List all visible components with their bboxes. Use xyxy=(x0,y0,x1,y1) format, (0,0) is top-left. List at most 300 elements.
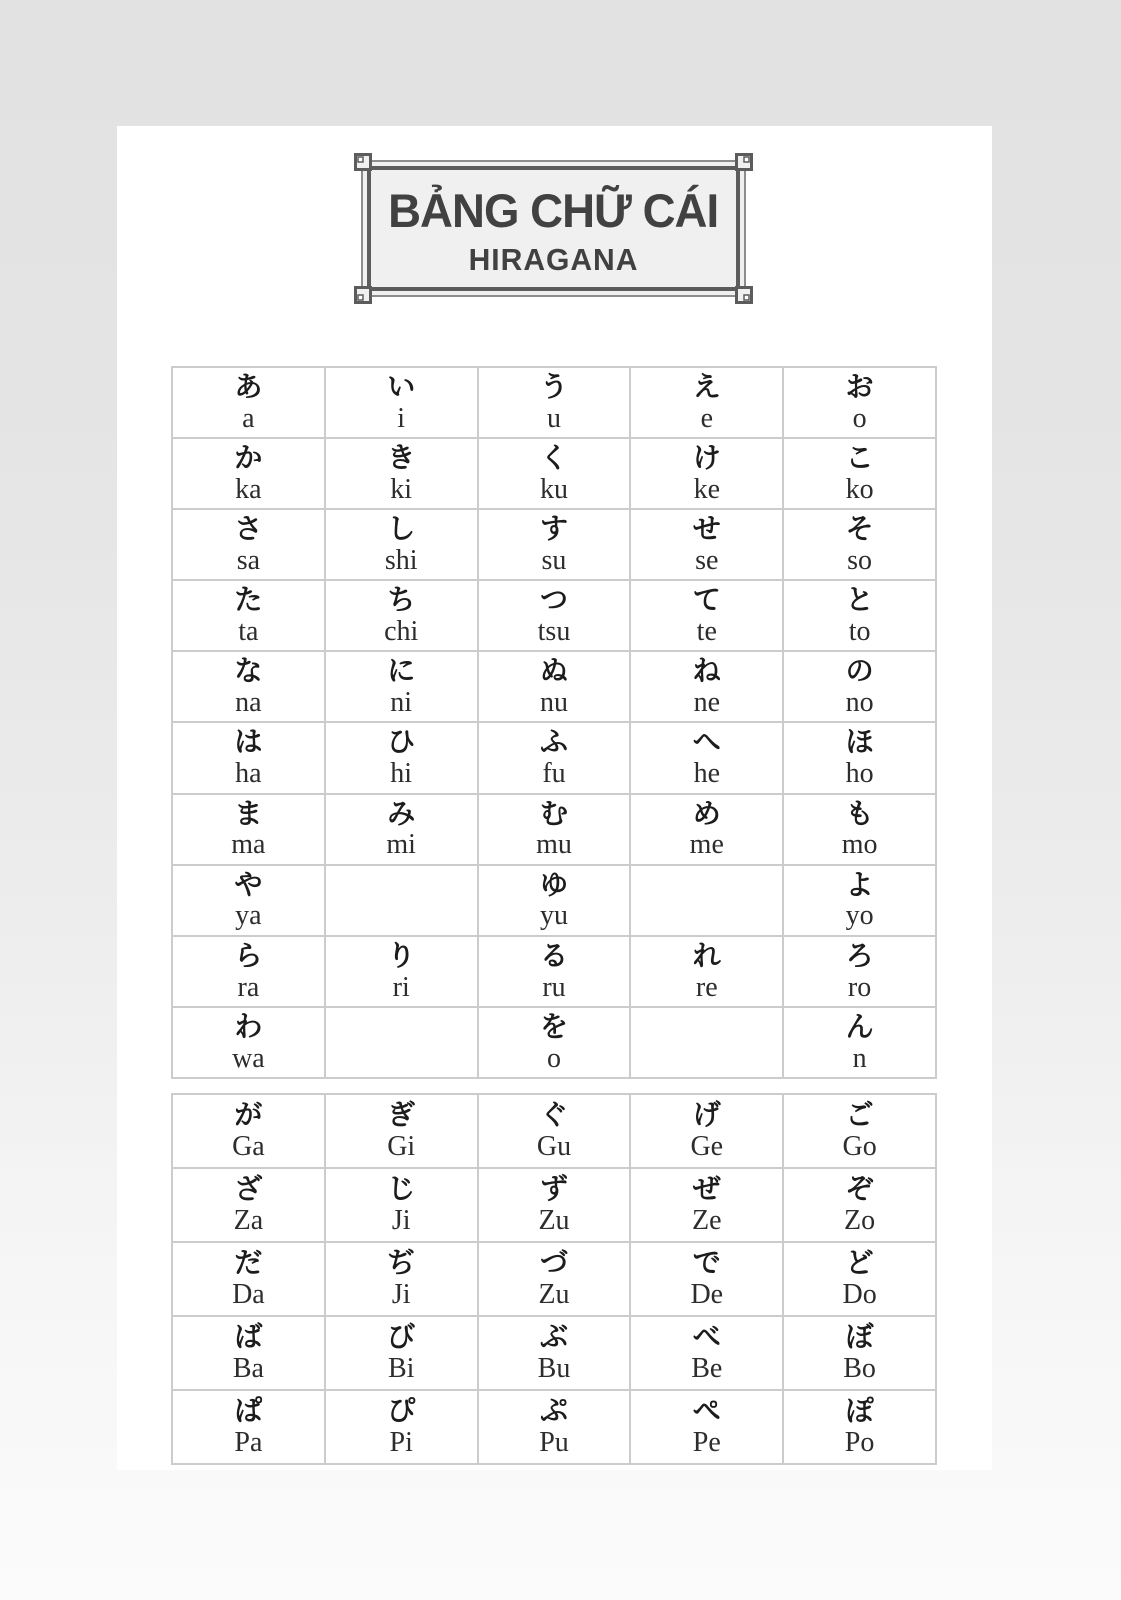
kana-cell xyxy=(172,865,325,936)
cell-content xyxy=(479,1009,630,1074)
romaji-label: i xyxy=(397,402,406,434)
kana-character: け xyxy=(692,441,721,475)
romaji-label: fu xyxy=(542,758,566,790)
kana-character: ぞ xyxy=(845,1172,874,1206)
cell-content xyxy=(784,1322,935,1383)
kana-cell xyxy=(630,936,783,1007)
kana-cell xyxy=(478,367,631,438)
kana-character: ぶ xyxy=(539,1320,568,1354)
kana-character: じ xyxy=(387,1172,416,1206)
kana-cell xyxy=(478,1094,631,1168)
kana-character: ち xyxy=(387,583,416,617)
romaji-label: u xyxy=(546,402,561,434)
kana-character: ぐ xyxy=(539,1098,568,1132)
romaji-label: Go xyxy=(842,1131,877,1163)
kana-character: た xyxy=(234,583,263,617)
kana-character: ぼ xyxy=(845,1320,874,1354)
table-row xyxy=(172,1316,936,1390)
kana-character: ど xyxy=(845,1246,874,1280)
kana-character: む xyxy=(539,796,568,830)
romaji-label: mu xyxy=(536,829,572,861)
kana-character: ら xyxy=(234,938,263,972)
romaji-label: chi xyxy=(384,616,419,648)
romaji-label: nu xyxy=(539,687,568,719)
romaji-label: yo xyxy=(845,900,874,932)
romaji-label: so xyxy=(847,544,873,576)
cell-content xyxy=(173,1174,324,1235)
romaji-label: ta xyxy=(238,616,259,648)
kana-character: で xyxy=(692,1246,721,1280)
kana-cell xyxy=(478,438,631,509)
cell-content xyxy=(784,514,935,575)
kana-cell xyxy=(478,651,631,722)
kana-cell xyxy=(630,367,783,438)
kana-character: の xyxy=(845,654,874,688)
kana-cell xyxy=(172,1242,325,1316)
romaji-label: Pa xyxy=(234,1427,263,1459)
kana-cell xyxy=(325,722,478,793)
romaji-label: yu xyxy=(539,900,568,932)
kana-character: あ xyxy=(234,369,263,403)
kana-cell xyxy=(630,438,783,509)
romaji-label: Zu xyxy=(538,1279,570,1311)
empty-cell xyxy=(630,865,783,936)
romaji-label: ho xyxy=(845,758,874,790)
kana-cell xyxy=(172,722,325,793)
empty-cell xyxy=(630,1007,783,1078)
romaji-label: se xyxy=(695,544,719,576)
romaji-label: ra xyxy=(237,971,260,1003)
kana-cell xyxy=(630,651,783,722)
kana-character: く xyxy=(539,441,568,475)
romaji-label: hi xyxy=(390,758,413,790)
kana-cell xyxy=(783,865,936,936)
cell-content xyxy=(784,1100,935,1161)
romaji-label: Zu xyxy=(538,1205,570,1237)
cell-content xyxy=(479,1174,630,1235)
kana-cell xyxy=(172,1390,325,1464)
romaji-label: Ji xyxy=(391,1205,411,1237)
cell-content xyxy=(479,1100,630,1161)
kana-character: ろ xyxy=(845,938,874,972)
cell-content xyxy=(479,585,630,646)
kana-cell xyxy=(783,1094,936,1168)
kana-character: ご xyxy=(845,1098,874,1132)
kana-cell xyxy=(172,580,325,651)
cell-content xyxy=(326,514,477,575)
kana-cell xyxy=(172,367,325,438)
kana-cell xyxy=(325,438,478,509)
cell-content xyxy=(173,514,324,575)
kana-cell xyxy=(325,580,478,651)
cell-content xyxy=(326,938,477,1003)
table-row xyxy=(172,1242,936,1316)
cell-content xyxy=(479,727,630,788)
kana-cell xyxy=(783,509,936,580)
kana-cell xyxy=(783,722,936,793)
kana-cell xyxy=(630,794,783,865)
romaji-label: n xyxy=(852,1042,867,1074)
basic-hiragana-table xyxy=(171,366,937,1079)
cell-content xyxy=(479,514,630,575)
kana-cell xyxy=(783,1007,936,1078)
cell-content xyxy=(173,796,324,861)
kana-character: え xyxy=(692,369,721,403)
kana-character: が xyxy=(234,1098,263,1132)
romaji-label: me xyxy=(689,829,724,861)
romaji-label: e xyxy=(700,402,713,434)
romaji-label: Zo xyxy=(844,1205,876,1237)
kana-character: ぷ xyxy=(539,1394,568,1428)
kana-character: よ xyxy=(845,867,874,901)
cell-content xyxy=(631,514,782,575)
table-row xyxy=(172,1094,936,1168)
cell-content xyxy=(631,727,782,788)
page-subtitle: HIRAGANA xyxy=(468,241,639,277)
kana-cell xyxy=(478,580,631,651)
cell-content xyxy=(326,1100,477,1161)
kana-cell xyxy=(630,580,783,651)
romaji-label: ha xyxy=(235,758,262,790)
kana-cell xyxy=(325,1168,478,1242)
kana-character: る xyxy=(539,938,568,972)
romaji-label: Bu xyxy=(537,1353,571,1385)
cell-content xyxy=(784,867,935,932)
cell-content xyxy=(173,1009,324,1074)
romaji-label: ru xyxy=(542,971,566,1003)
table-row xyxy=(172,1168,936,1242)
cell-content xyxy=(173,369,324,434)
romaji-label: ku xyxy=(539,473,568,505)
cell-content xyxy=(173,1248,324,1309)
cell-content xyxy=(784,727,935,788)
cell-content xyxy=(326,796,477,861)
cell-content xyxy=(631,938,782,1003)
kana-character: せ xyxy=(692,512,721,546)
kana-cell xyxy=(325,509,478,580)
cell-content xyxy=(784,1396,935,1457)
cell-content xyxy=(173,1100,324,1161)
cell-content xyxy=(326,1174,477,1235)
kana-character: さ xyxy=(234,512,263,546)
kana-cell xyxy=(630,1094,783,1168)
cell-content xyxy=(173,656,324,717)
cell-content xyxy=(631,1322,782,1383)
table-row xyxy=(172,367,936,438)
title-frame xyxy=(354,153,753,304)
kana-character: ぜ xyxy=(692,1172,721,1206)
romaji-label: ni xyxy=(390,687,413,719)
kana-cell xyxy=(783,367,936,438)
kana-character: み xyxy=(387,796,416,830)
kana-cell xyxy=(478,794,631,865)
cell-content xyxy=(784,1174,935,1235)
kana-character: へ xyxy=(692,725,721,759)
cell-content xyxy=(479,938,630,1003)
kana-character: ふ xyxy=(539,725,568,759)
cell-content xyxy=(631,1100,782,1161)
cell-content xyxy=(173,585,324,646)
romaji-label: Bo xyxy=(843,1353,876,1385)
cell-content xyxy=(784,1248,935,1309)
kana-cell xyxy=(783,936,936,1007)
kana-character: ば xyxy=(234,1320,263,1354)
cell-content xyxy=(326,585,477,646)
cell-content xyxy=(631,1396,782,1457)
cell-content xyxy=(631,585,782,646)
romaji-label: shi xyxy=(384,544,418,576)
romaji-label: Gu xyxy=(536,1131,572,1163)
kana-character: ゆ xyxy=(539,867,568,901)
romaji-label: Do xyxy=(842,1279,877,1311)
kana-cell xyxy=(478,865,631,936)
kana-character: め xyxy=(692,796,721,830)
romaji-label: ro xyxy=(847,971,872,1003)
kana-character: げ xyxy=(692,1098,721,1132)
kana-cell xyxy=(325,651,478,722)
kana-character: う xyxy=(539,369,568,403)
kana-cell xyxy=(325,1390,478,1464)
kana-character: に xyxy=(387,654,416,688)
romaji-label: he xyxy=(693,758,720,790)
kana-cell xyxy=(783,651,936,722)
kana-character: べ xyxy=(692,1320,721,1354)
kana-cell xyxy=(783,794,936,865)
romaji-label: ka xyxy=(235,473,262,505)
kana-character: は xyxy=(234,725,263,759)
kana-character: や xyxy=(234,867,263,901)
cell-content xyxy=(631,1248,782,1309)
cell-content xyxy=(326,1322,477,1383)
romaji-label: De xyxy=(690,1279,724,1311)
cell-content xyxy=(479,369,630,434)
kana-cell xyxy=(630,509,783,580)
kana-cell xyxy=(172,1094,325,1168)
kana-cell xyxy=(325,936,478,1007)
kana-cell xyxy=(783,438,936,509)
romaji-label: Bi xyxy=(387,1353,415,1385)
romaji-label: mo xyxy=(841,829,878,861)
kana-cell xyxy=(630,1168,783,1242)
kana-character: ん xyxy=(845,1009,874,1043)
kana-cell xyxy=(478,1242,631,1316)
table-row xyxy=(172,865,936,936)
cell-content xyxy=(631,656,782,717)
cell-content xyxy=(784,1009,935,1074)
kana-character: ね xyxy=(692,654,721,688)
kana-character: ほ xyxy=(845,725,874,759)
kana-cell xyxy=(172,438,325,509)
kana-cell xyxy=(630,1390,783,1464)
romaji-label: Ji xyxy=(391,1279,411,1311)
voiced-hiragana-table xyxy=(171,1093,937,1465)
table-row xyxy=(172,509,936,580)
kana-cell xyxy=(478,936,631,1007)
cell-content xyxy=(479,796,630,861)
romaji-label: mi xyxy=(386,829,416,861)
table-row xyxy=(172,1007,936,1078)
kana-character: お xyxy=(845,369,874,403)
kana-character: つ xyxy=(539,583,568,617)
cell-content xyxy=(326,727,477,788)
cell-content xyxy=(784,796,935,861)
cell-content xyxy=(173,867,324,932)
romaji-label: na xyxy=(235,687,262,719)
romaji-label: su xyxy=(541,544,567,576)
romaji-label: Ge xyxy=(690,1131,724,1163)
romaji-label: o xyxy=(546,1042,561,1074)
page-title: BẢNG CHỮ CÁI xyxy=(388,183,719,237)
kana-cell xyxy=(172,1168,325,1242)
kana-cell xyxy=(478,1007,631,1078)
kana-character: ぽ xyxy=(845,1394,874,1428)
romaji-label: tsu xyxy=(537,616,571,648)
cell-content xyxy=(326,443,477,504)
kana-character: き xyxy=(387,441,416,475)
kana-character: て xyxy=(692,583,721,617)
kana-character: づ xyxy=(539,1246,568,1280)
cell-content xyxy=(173,1322,324,1383)
kana-cell xyxy=(478,722,631,793)
cell-content xyxy=(784,585,935,646)
romaji-label: Ze xyxy=(692,1205,722,1237)
kana-cell xyxy=(325,1242,478,1316)
kana-character: び xyxy=(387,1320,416,1354)
kana-character: な xyxy=(234,654,263,688)
cell-content xyxy=(479,1322,630,1383)
kana-character: ぬ xyxy=(539,654,568,688)
table-row xyxy=(172,580,936,651)
kana-cell xyxy=(478,1168,631,1242)
romaji-label: Ga xyxy=(232,1131,265,1163)
cell-content xyxy=(326,369,477,434)
romaji-label: Be xyxy=(691,1353,723,1385)
kana-cell xyxy=(783,1168,936,1242)
kana-cell xyxy=(783,1316,936,1390)
romaji-label: a xyxy=(242,402,255,434)
kana-cell xyxy=(325,794,478,865)
romaji-label: Po xyxy=(844,1427,875,1459)
kana-character: ぺ xyxy=(692,1394,721,1428)
table-row xyxy=(172,1390,936,1464)
kana-cell xyxy=(325,367,478,438)
romaji-label: te xyxy=(696,616,717,648)
cell-content xyxy=(173,727,324,788)
kana-character: ひ xyxy=(387,725,416,759)
romaji-label: Za xyxy=(233,1205,264,1237)
cell-content xyxy=(326,1248,477,1309)
cell-content xyxy=(784,369,935,434)
kana-character: か xyxy=(234,441,263,475)
kana-character: ぱ xyxy=(234,1394,263,1428)
cell-content xyxy=(479,1396,630,1457)
kana-character: り xyxy=(387,938,416,972)
kana-character: ぢ xyxy=(387,1246,416,1280)
cell-content xyxy=(631,796,782,861)
table-row xyxy=(172,794,936,865)
kana-cell xyxy=(783,1242,936,1316)
romaji-label: Da xyxy=(232,1279,265,1311)
romaji-label: Ba xyxy=(232,1353,264,1385)
kana-character: ず xyxy=(539,1172,568,1206)
cell-content xyxy=(479,443,630,504)
chart-page xyxy=(117,126,992,1470)
romaji-label: sa xyxy=(236,544,261,576)
romaji-label: Pi xyxy=(389,1427,413,1459)
kana-cell xyxy=(325,1316,478,1390)
kana-character: わ xyxy=(234,1009,263,1043)
cell-content xyxy=(784,656,935,717)
cell-content xyxy=(173,1396,324,1457)
kana-character: ざ xyxy=(234,1172,263,1206)
table-row xyxy=(172,722,936,793)
kana-character: ま xyxy=(234,796,263,830)
kana-cell xyxy=(478,1316,631,1390)
table-row xyxy=(172,438,936,509)
cell-content xyxy=(326,656,477,717)
kana-cell xyxy=(478,1390,631,1464)
romaji-label: o xyxy=(852,402,867,434)
kana-character: ぴ xyxy=(387,1394,416,1428)
romaji-label: ki xyxy=(390,473,413,505)
kana-character: も xyxy=(845,796,874,830)
romaji-label: Pe xyxy=(692,1427,721,1459)
kana-cell xyxy=(172,936,325,1007)
kana-character: こ xyxy=(845,441,874,475)
cell-content xyxy=(479,656,630,717)
kana-cell xyxy=(783,580,936,651)
romaji-label: Gi xyxy=(387,1131,416,1163)
cell-content xyxy=(479,1248,630,1309)
kana-cell xyxy=(630,722,783,793)
kana-character: す xyxy=(539,512,568,546)
kana-cell xyxy=(630,1316,783,1390)
kana-character: ぎ xyxy=(387,1098,416,1132)
cell-content xyxy=(631,369,782,434)
romaji-label: re xyxy=(695,971,718,1003)
kana-cell xyxy=(478,509,631,580)
romaji-label: ya xyxy=(235,900,262,932)
kana-character: い xyxy=(387,369,416,403)
title-block xyxy=(354,153,753,304)
kana-cell xyxy=(630,1242,783,1316)
romaji-label: Pu xyxy=(539,1427,569,1459)
table-row xyxy=(172,651,936,722)
romaji-label: ri xyxy=(392,971,410,1003)
cell-content xyxy=(784,443,935,504)
empty-cell xyxy=(325,1007,478,1078)
kana-cell xyxy=(172,509,325,580)
kana-cell xyxy=(783,1390,936,1464)
kana-cell xyxy=(172,794,325,865)
cell-content xyxy=(784,938,935,1003)
cell-content xyxy=(479,867,630,932)
romaji-label: wa xyxy=(232,1042,265,1074)
romaji-label: ko xyxy=(845,473,874,505)
kana-character: れ xyxy=(692,938,721,972)
kana-character: し xyxy=(387,512,416,546)
cell-content xyxy=(631,1174,782,1235)
kana-character: だ xyxy=(234,1246,263,1280)
romaji-label: ne xyxy=(693,687,720,719)
kana-cell xyxy=(172,651,325,722)
romaji-label: to xyxy=(848,616,871,648)
cell-content xyxy=(173,938,324,1003)
cell-content xyxy=(326,1396,477,1457)
table-row xyxy=(172,936,936,1007)
cell-content xyxy=(173,443,324,504)
empty-cell xyxy=(325,865,478,936)
